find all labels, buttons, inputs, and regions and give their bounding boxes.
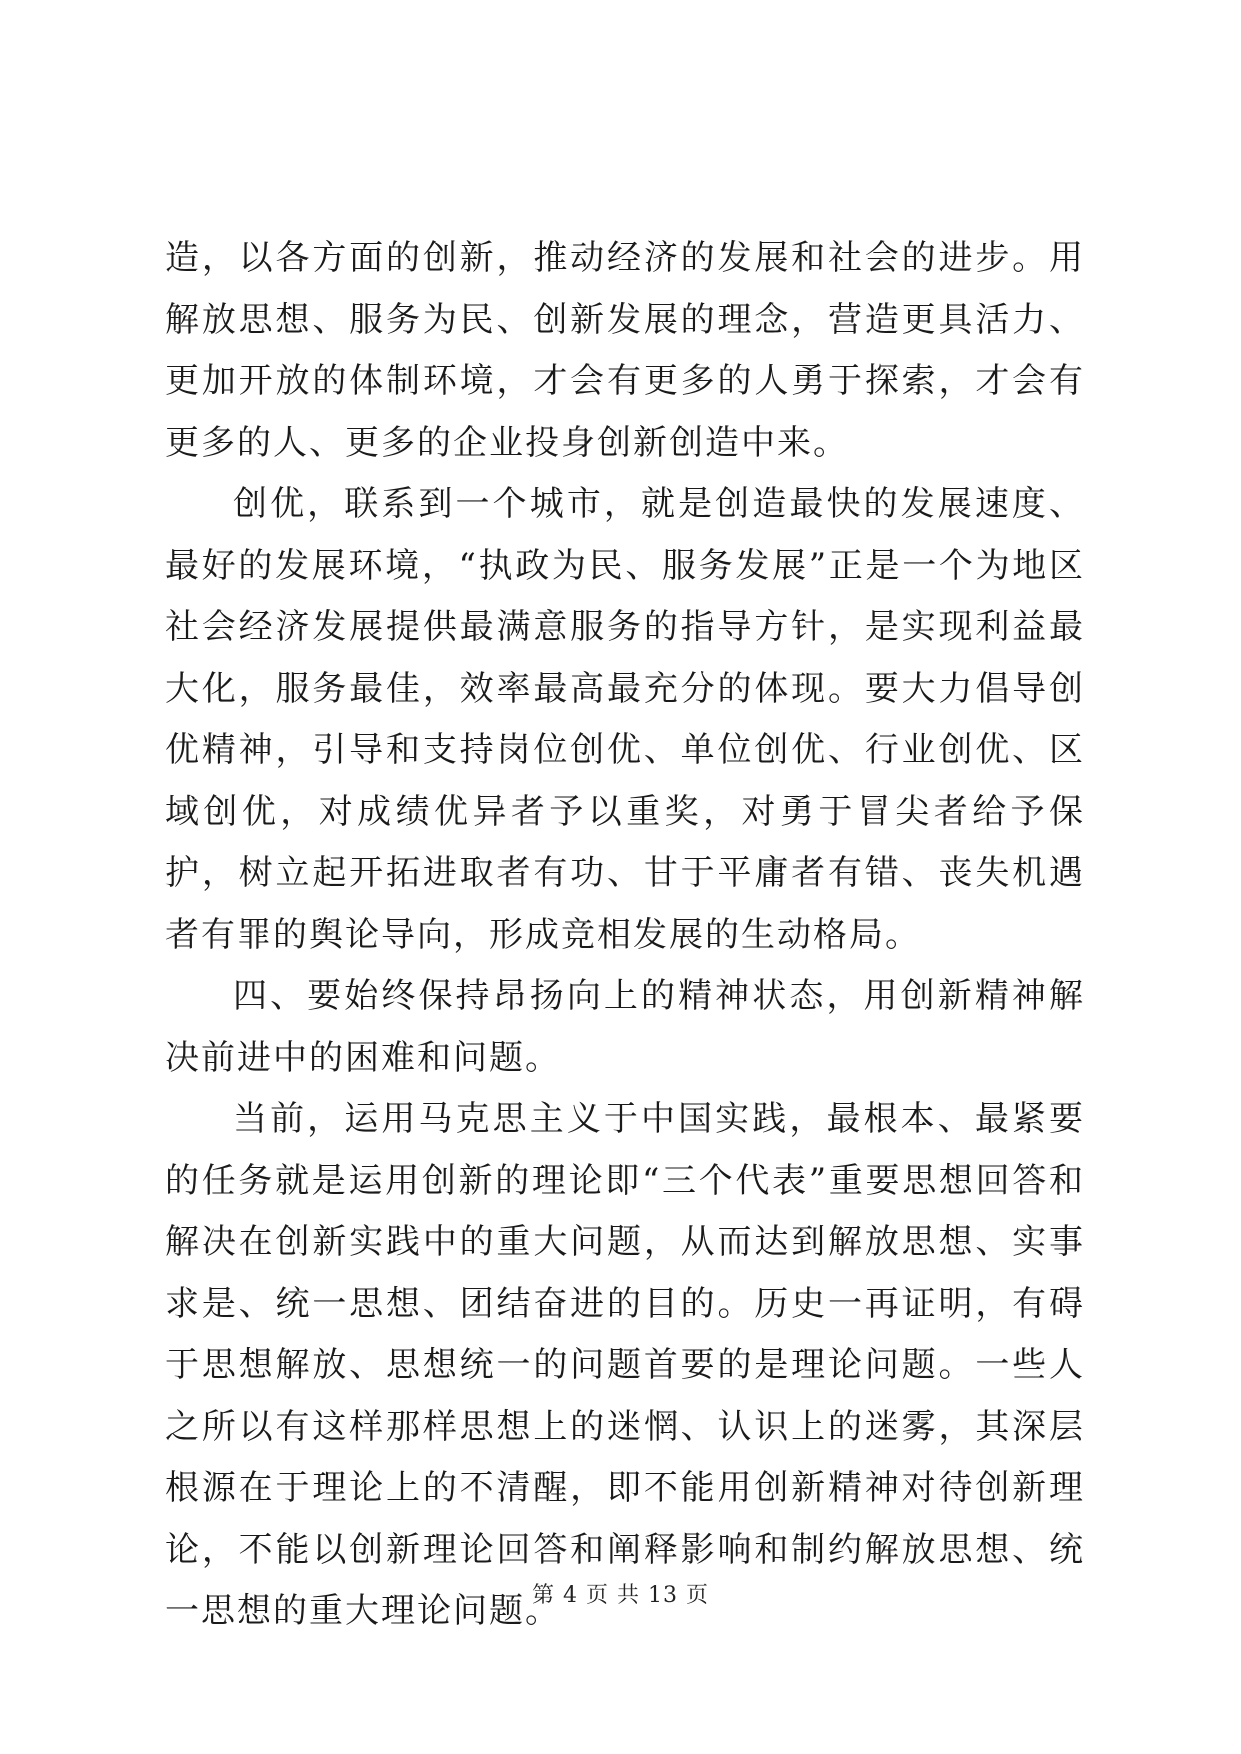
document-body	[165, 228, 1085, 1643]
paragraph-dangqian: 当前，运用马克思主义于中国实践，最根本、最紧要的任务就是运用创新的理论即“三个代表”重要思想回答和解决在创新实践中的重大问题，从而达到解放思想、实事求是、统一思想、团结奋进的目的。历史一再证明，有碍于思想解放、思想统一的问题首要的是理论问题。一些人之所以有这样那样思想上的迷惘、认识上的迷雾，其深层根源在于理论上的不清醒，即不能用创新精神对待创新理论，不能以创新理论回答和阐释影响和制约解放思想、统一思想的重大理论问题。	[165, 1099, 1085, 1631]
page-number-footer: 第 4 页 共 13 页	[532, 1583, 709, 1608]
paragraph-continuation: 造，以各方面的创新，推动经济的发展和社会的进步。用解放思想、服务为民、创新发展的理念，营造更具活力、更加开放的体制环境，才会有更多的人勇于探索，才会有更多的人、更多的企业投身创新创造中来。	[165, 238, 1085, 463]
paragraph-chuangyou: 创优，联系到一个城市，就是创造最快的发展速度、最好的发展环境，“执政为民、服务发展”正是一个为地区社会经济发展提供最满意服务的指导方针，是实现利益最大化，服务最佳，效率最高最充分的体现。要大力倡导创优精神，引导和支持岗位创优、单位创优、行业创优、区域创优，对成绩优异者予以重奖，对勇于冒尖者给予保护，树立起开拓进取者有功、甘于平庸者有错、丧失机遇者有罪的舆论导向，形成竞相发展的生动格局。	[165, 484, 1085, 955]
section-heading-four: 四、要始终保持昂扬向上的精神状态，用创新精神解决前进中的困难和问题。	[165, 976, 1085, 1078]
